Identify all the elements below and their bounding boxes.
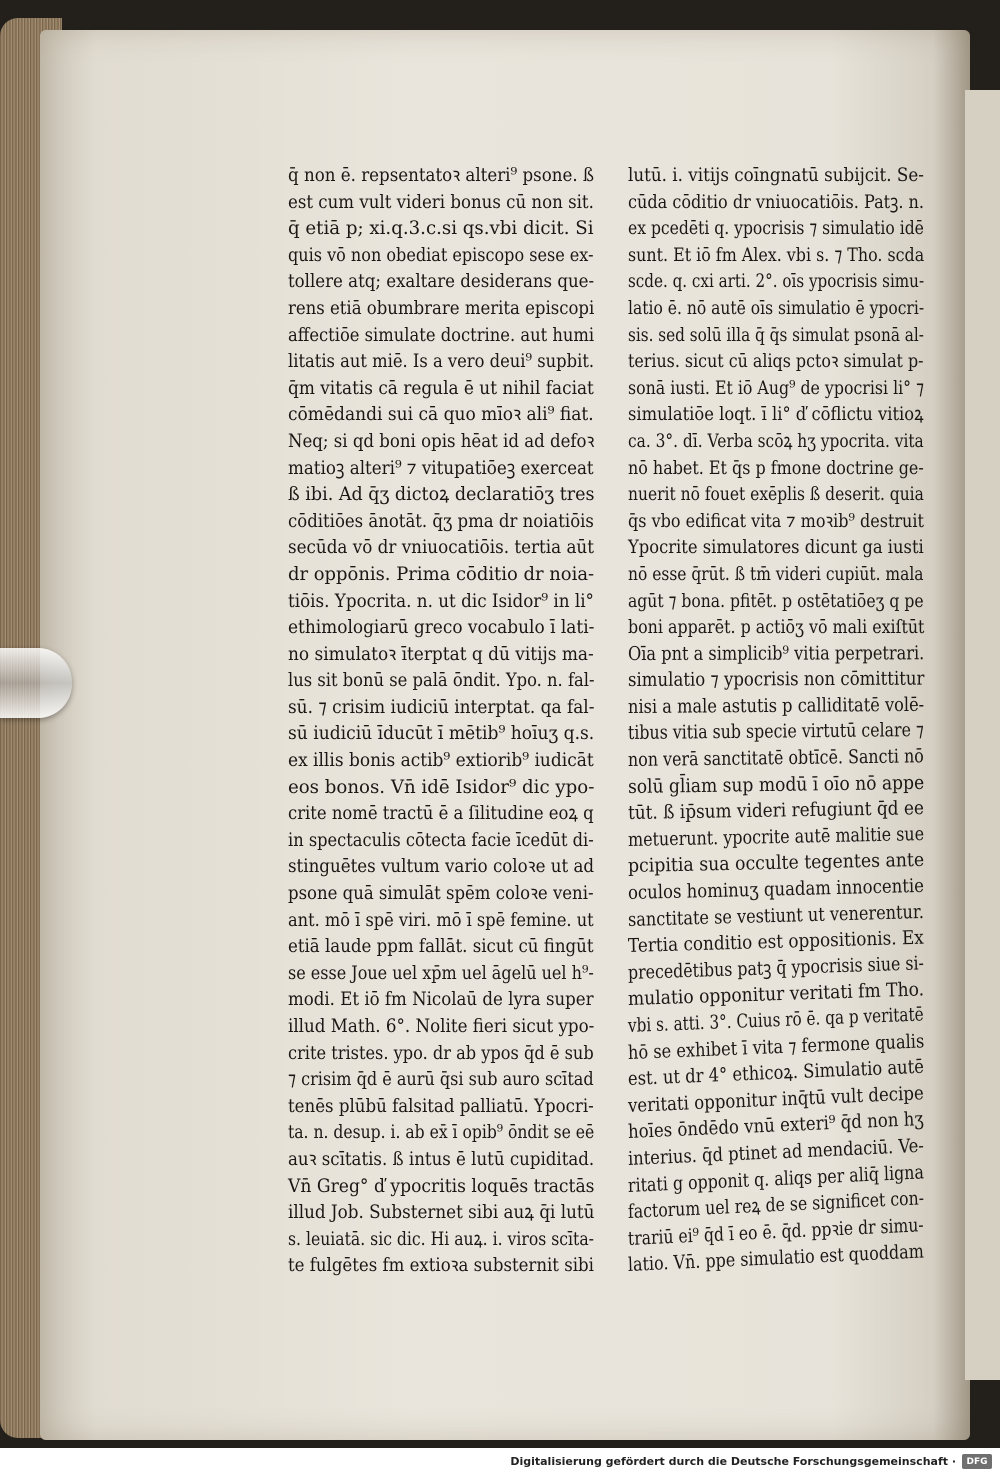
text-line: scde. q. cxi arti. 2°. oīs ypocrisis simu-: [628, 270, 925, 293]
text-line: illud Math. 6°. Nolite fieri sicut ypo-: [288, 1015, 595, 1037]
text-line: litatis aut miē. Is a vero deui⁹ supbit.: [288, 350, 595, 373]
text-line: tollere atq; exaltare desiderans que-: [288, 270, 595, 293]
text-line: nō esse q̄rūt. ß tm̄ videri cupiūt. mala: [628, 562, 924, 585]
text-line: crite nomē tractū ē a ſilitudine eoꝝ q: [288, 802, 594, 825]
text-line: sonā iusti. Et iō Aug⁹ de ypocrisi li° ⁊: [628, 376, 924, 399]
text-line: simulatiōe loqt. ī li° ď cōflictu vitioꝝ: [628, 403, 924, 426]
text-line: tiōis. Ypocrita. n. ut dic Isidor⁹ in li°: [288, 589, 594, 612]
facing-page-edge: [965, 90, 1000, 1380]
text-line: Neq; si qd boni opis hēat id ad defoꝛ: [288, 429, 595, 452]
text-line: ca. 3°. dī. Verba scōꝝ hʒ ypocrita. vita: [628, 429, 924, 452]
text-line: no simulatoꝛ īterptat q dū vitijs ma-: [288, 642, 594, 665]
text-column-right: [628, 162, 928, 1279]
page-clip: [0, 648, 72, 718]
text-line: veritati opponitur inq̄tū vult decipe: [627, 1082, 925, 1117]
text-line: factorum uel reꝝ de se significet con-: [627, 1187, 925, 1224]
text-line: ant. mō ī spē viri. mō ī spē femine. ut: [288, 908, 594, 931]
text-line: modi. Et iō fm Nicolaū de lyra super: [288, 988, 594, 1011]
text-line: boni apparēt. p actiōʒ vō mali exiſtūt: [628, 616, 925, 639]
text-line: secūda vō dr vniuocatiōis. tertia aūt: [288, 536, 594, 559]
text-line: eos bonos. Vn̄ idē Isidor⁹ dic ypo-: [288, 775, 595, 798]
text-line: metuerunt. ypocrite autē malitie sue: [627, 822, 925, 851]
text-line: ex pcedēti q. ypocrisis ⁊ simulatio idē: [628, 217, 924, 240]
text-line: ⁊ crisim q̄d ē aurū q̄si sub auro scītad: [288, 1068, 594, 1091]
text-line: latio ē. nō autē oīs simulatio ē ypocri-: [628, 296, 925, 319]
dfg-logo: DFG: [962, 1454, 992, 1469]
text-line: trariū ei⁹ q̄d ī eo ē. q̄d. ppꝛie dr simu-: [627, 1213, 924, 1250]
text-line: solū gl̄iam sup modū ī oīo nō appe: [627, 771, 925, 798]
text-line: interius. q̄d ptinet ad mendaciū. Ve-: [627, 1134, 925, 1170]
text-line: nuerit nō fouet exēplis ß deserit. quia: [628, 483, 924, 506]
text-line: matioꝫ alteri⁹ ⁊ vitupatiōeꝫ exerceat: [288, 456, 594, 479]
text-line: oculos hominuʒ quadam innocentie: [627, 874, 925, 905]
text-line: pcipitia sua occulte tegentes ante: [627, 849, 925, 878]
text-line: est cum vult videri bonus cū non sit.: [288, 190, 594, 213]
text-line: sunt. Et iō fm Alex. vbi s. ⁊ Tho. scda: [628, 243, 925, 266]
text-line: in spectaculis cōtecta facie īcedūt di-: [288, 828, 594, 851]
text-line: stinguētes vultum vario coloꝛe ut ad: [288, 855, 595, 878]
text-line: cōmēdandi sui cā quo mīoꝛ ali⁹ fiat.: [288, 403, 594, 426]
text-line: affectiōe simulate doctrine. aut humi: [288, 323, 595, 346]
text-line: ta. n. desup. i. ab ex̄ ī opib⁹ ōndit se eē: [288, 1121, 595, 1144]
text-line: tenēs plūbū falsitad palliatū. Ypocri-: [288, 1094, 594, 1117]
text-line: illud Job. Substernet sibi auꝝ q̄i lutū: [288, 1201, 595, 1224]
text-line: auꝛ scītatis. ß intus ē lutū cupiditad.: [288, 1147, 595, 1170]
text-line: simulatio ⁊ ypocrisis non cōmittitur: [627, 667, 925, 692]
text-line: s. leuiatā. sic dic. Hi auꝝ. i. viros scīta-: [288, 1227, 594, 1250]
text-line: dr oppōnis. Prima cōditio dr noia-: [288, 562, 595, 585]
text-line: hoīes ōndēdo vnū exteri⁹ q̄d non hʒ: [627, 1108, 925, 1144]
text-line: psone quā simulāt spēm coloꝛe veni-: [288, 882, 594, 905]
text-line: precedētibus patꝫ q̄ ypocrisis siue si-: [627, 952, 925, 984]
text-line: sis. sed solū illa q̄ q̄s simulat psonā al-: [628, 323, 924, 346]
text-line: sū. ⁊ crisim iudiciū interptat. qa fal-: [288, 695, 595, 718]
text-line: lutū. i. vitijs coīngnatū subijcit. Se-: [628, 164, 924, 186]
text-line: tūt. ß ip̄sum videri refugiunt q̄d ee: [627, 797, 925, 825]
text-line: q̄m vitatis cā regula ē ut nihil faciat: [288, 376, 594, 399]
text-line: mulatio opponitur veritati fm Tho.: [627, 978, 925, 1011]
text-line: lus sit bonū se palā ōndit. Ypo. n. fal-: [288, 669, 595, 692]
text-line: vbi s. atti. 3°. Cuius rō ē. qa p veritatē: [627, 1003, 924, 1037]
text-line: sū iudiciū īducūt ī mētib⁹ hoīuʒ q.s.: [288, 722, 595, 745]
text-line: rens etiā obumbrare merita episcopi: [288, 296, 595, 319]
text-line: q̄ non ē. repsentatoꝛ alteri⁹ psone. ß: [288, 164, 595, 186]
text-line: cūda cōditio dr vniuocatiōis. Patꝫ. n.: [628, 190, 925, 213]
text-line: ß ibi. Ad q̄ʒ dictoꝝ declaratiōʒ tres: [288, 483, 595, 506]
text-line: sanctitate se vestiunt ut venerentur.: [627, 900, 925, 931]
text-line: non verā sanctitatē obtīcē. Sancti nō: [627, 745, 924, 772]
text-line: est. ut dr 4° ethicoꝝ. Simulatio autē: [627, 1055, 925, 1091]
text-line: Ypocrite simulatores dicunt ga iusti: [628, 536, 924, 559]
text-line: ethimologiarū greco vocabulo ī lati-: [288, 616, 595, 639]
text-line: q̄ etiā p; xi.q.3.c.si qs.vbi dicit. Si: [288, 217, 594, 240]
text-line: agūt ⁊ bona. pfitēt. p ostētatiōeʒ q pe: [628, 589, 924, 612]
text-line: cōditiōes ānotāt. q̄ʒ pma dr noiatiōis: [288, 509, 594, 532]
text-line: crite tristes. ypo. dr ab ypos q̄d ē sub: [288, 1041, 594, 1064]
text-line: nisi a male astutis p calliditatē volē-: [627, 693, 925, 718]
text-line: hō se exhibet ī vita ⁊ fermone qualis: [627, 1029, 925, 1064]
text-line: latio. Vn̄. ppe simulatio est quoddam: [627, 1240, 925, 1277]
text-line: etiā laude ppm fallāt. sicut cū fingūt: [288, 935, 594, 958]
text-line: Vn̄ Greg° ď ypocritis loquēs tractās: [288, 1174, 595, 1197]
footer-credit: Digitalisierung gefördert durch die Deutsche Forschungsgemeinschaft ·: [510, 1455, 956, 1468]
footer-bar: [0, 1448, 1000, 1477]
text-line: q̄s vbo edificat vita ⁊ moꝛib⁹ destruit: [628, 509, 924, 532]
text-line: quis vō non obediat episcopo sese ex-: [288, 243, 594, 266]
text-line: ex illis bonis actib⁹ extiorib⁹ iudicāt: [288, 749, 594, 772]
text-line: tibus vitia sub specie virtutū celare ⁊: [627, 719, 924, 745]
text-line: Oīa pnt a simplicib⁹ vitia perpetrari.: [627, 641, 925, 665]
text-line: terius. sicut cū aliqs pctoꝛ simulat p-: [628, 350, 924, 373]
text-line: Tertia conditio est oppositionis. Ex: [627, 926, 925, 958]
text-line: nō habet. Et q̄s p fmone doctrine ge-: [628, 456, 924, 479]
text-line: ritati g opponit q. aliqs per aliq̄ ligna: [627, 1160, 925, 1197]
text-line: se esse Joue uel xp̄m uel āgelū uel h⁹-: [288, 961, 594, 984]
text-line: te fulgētes fm extioꝛa substernit sibi: [288, 1254, 594, 1277]
text-column-left: [288, 162, 608, 1279]
